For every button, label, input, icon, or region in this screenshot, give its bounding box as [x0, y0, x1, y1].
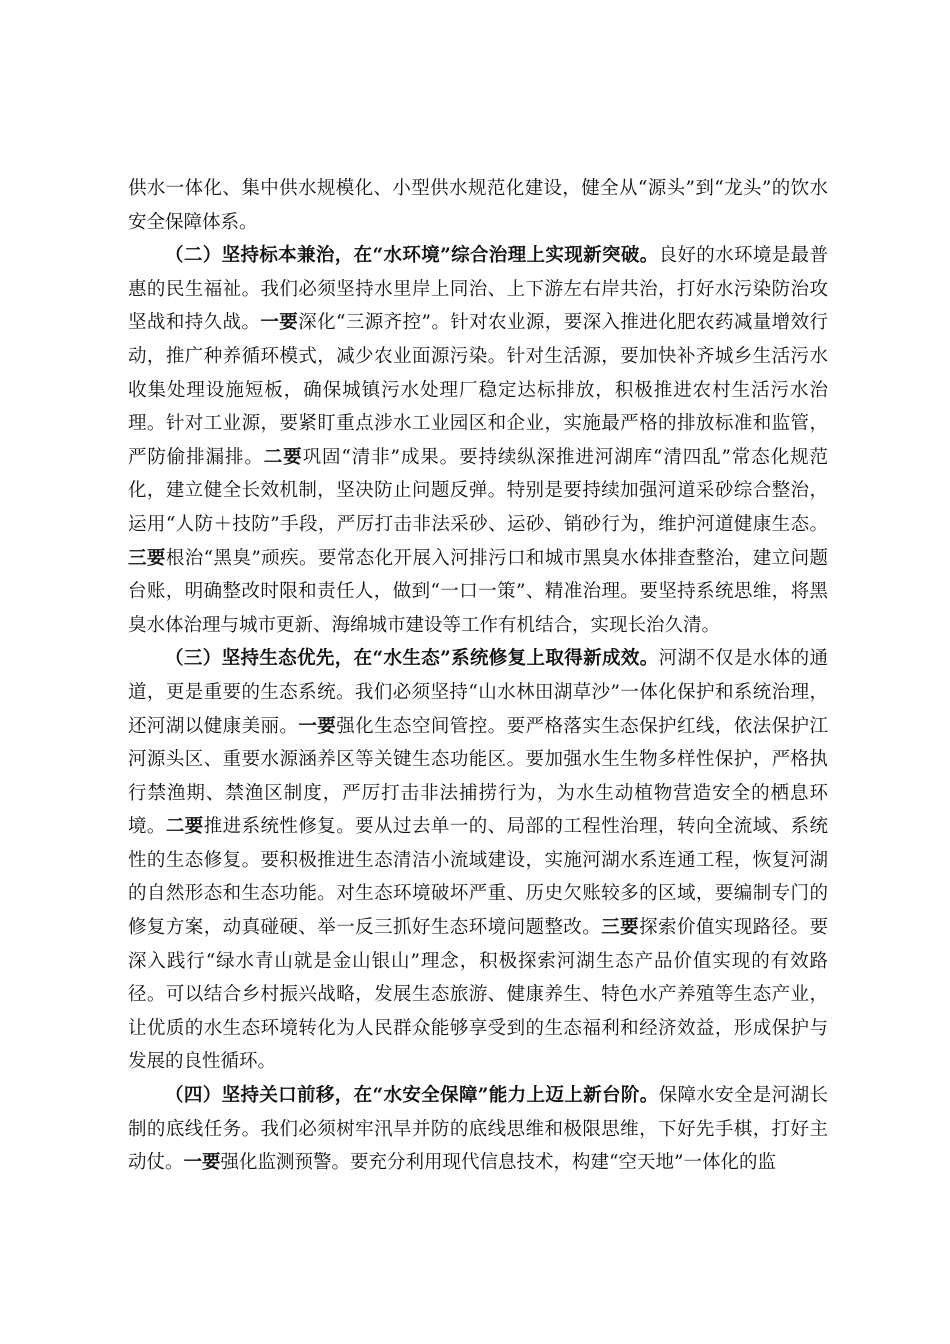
paragraph: [128, 1079, 828, 1180]
paragraph-text: 巩固“清非”成果。要持续纵深推进河湖库“清四乱”常态化规范化，建立健全长效机制，坚决防止问题反弹。特别是要持续加强河道采砂综合整治，运用“人防＋技防”手段，严厉打击非法采砂、运砂、销砂行为，维护河道健康生态。: [128, 446, 828, 535]
bold-text: 一要: [298, 715, 337, 737]
paragraph-text: 强化生态空间管控。要严格落实生态保护红线，依法保护江河源头区、重要水源涵养区等关键生态功能区。要加强水生生物多样性保护，严格执行禁渔期、禁渔区制度，严厉打击非法捕捞行为，为水生动植物营造安全的栖息环境。: [128, 715, 828, 838]
paragraph: [128, 642, 828, 1079]
paragraph-text: 深化“三源齐控”。针对农业源，要深入推进化肥农药减量增效行动，推广种养循环模式，减少农业面源污染。针对生活源，要加快补齐城乡生活污水收集处理设施短板，确保城镇污水处理厂稳定达标排放，积极推进农村生活污水治理。针对工业源，要紧盯重点涉水工业园区和企业，实施最严格的排放标准和监管，严防偷排漏排。: [128, 312, 828, 468]
bold-text: 三要: [601, 917, 640, 939]
paragraph-text: 供水一体化、集中供水规模化、小型供水规范化建设，健全从“源头”到“龙头”的饮水安全保障体系。: [128, 178, 828, 233]
paragraph-text: 根治“黑臭”顽疾。要常态化开展入河排污口和城市黑臭水体排查整治，建立问题台账，明确整改时限和责任人，做到“一口一策”、精准治理。要坚持系统思维，将黑臭水体治理与城市更新、海绵城市建设等工作有机结合，实现长治久清。: [128, 547, 828, 636]
bold-text: （四）坚持关口前移，在“水安全保障”能力上迈上新台阶。: [165, 1085, 659, 1107]
paragraph-text: 河湖不仅是水体的通道，更是重要的生态系统。我们必须坚持“山水林田湖草沙”一体化保护和系统治理，还河湖以健康美丽。: [128, 648, 828, 737]
paragraph-text: 保障水安全是河湖长制的底线任务。我们必须树牢汛旱并防的底线思维和极限思维，下好先手棋，打好主动仗。: [128, 1085, 828, 1174]
bold-text: 一要: [183, 1152, 221, 1174]
paragraph: [128, 239, 828, 642]
paragraph: [128, 172, 828, 239]
paragraph-text: 推进系统性修复。要从过去单一的、局部的工程性治理，转向全流域、系统性的生态修复。要积极推进生态清洁小流域建设，实施河湖水系连通工程，恢复河湖的自然形态和生态功能。对生态环境破坏严重、历史欠账较多的区域，要编制专门的修复方案，动真碰硬、举一反三抓好生态环境问题整改。: [128, 816, 828, 939]
bold-text: （三）坚持生态优先，在“水生态”系统修复上取得新成效。: [165, 648, 659, 670]
bold-text: （二）坚持标本兼治，在“水环境”综合治理上实现新突破。: [165, 245, 659, 267]
bold-text: 一要: [260, 312, 299, 334]
paragraph-text: 强化监测预警。要充分利用现代信息技术，构建“空天地”一体化的监: [220, 1152, 776, 1174]
bold-text: 二要: [263, 446, 303, 468]
paragraph-text: 探索价值实现路径。要深入践行“绿水青山就是金山银山”理念，积极探索河湖生态产品价值实现的有效路径。可以结合乡村振兴战略，发展生态旅游、健康养生、特色水产养殖等生态产业，让优质的水生态环境转化为人民群众能够享受到的生态福利和经济效益，形成保护与发展的良性循环。: [128, 917, 828, 1073]
bold-text: 三要: [128, 547, 166, 569]
paragraph-text: 良好的水环境是最普惠的民生福祉。我们必须坚持水里岸上同治、上下游左右岸共治，打好水污染防治攻坚战和持久战。: [128, 245, 828, 334]
document-body: [128, 172, 828, 1180]
bold-text: 二要: [165, 816, 204, 838]
